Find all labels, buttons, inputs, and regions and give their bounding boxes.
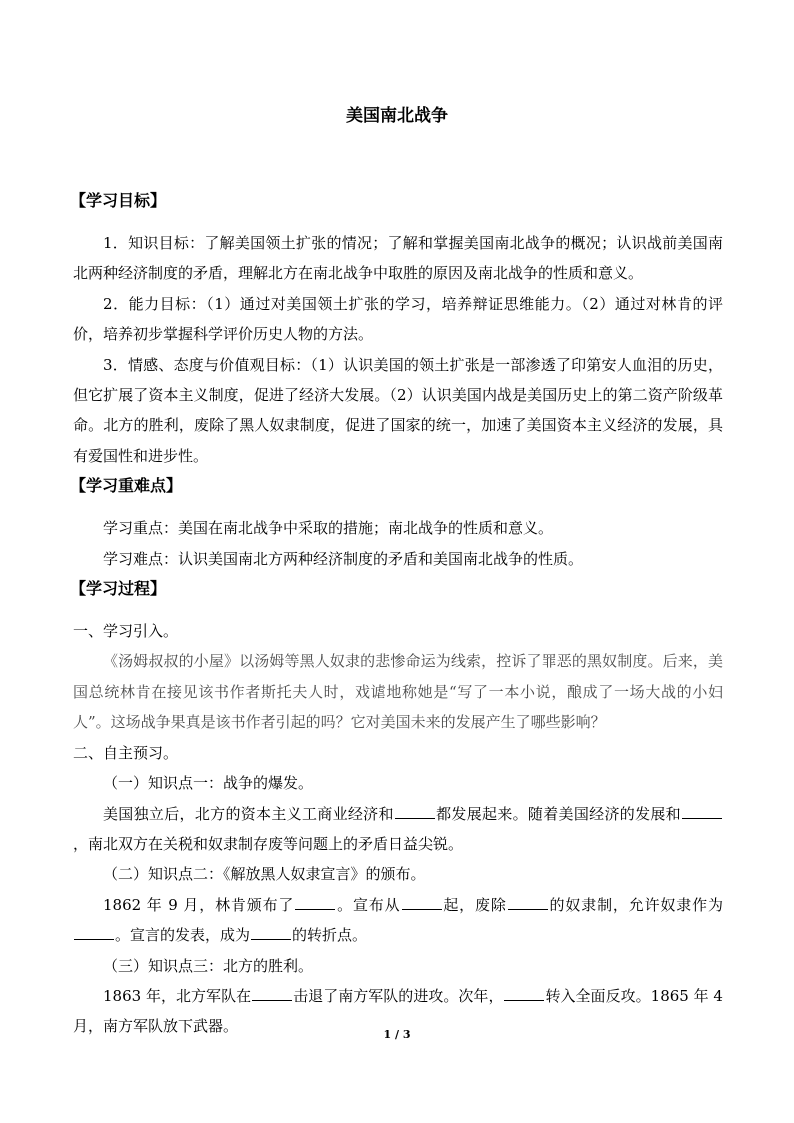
goal-knowledge: 1．知识目标：了解美国领土扩张的情况；了解和掌握美国南北战争的概况；认识战前美国南北两种经济制度的矛盾，理解北方在南北战争中取胜的原因及南北战争的性质和意义。 <box>73 234 723 283</box>
text-fragment: 1862 年 9 月，林肯颁布了 <box>103 895 295 914</box>
text-fragment: 的奴隶制，允许奴隶作为 <box>548 895 723 914</box>
goal-values: 3．情感、态度与价值观目标：（1）认识美国的领土扩张是一部渗透了印第安人血泪的历史，但它扩展了资本主义制度，促进了经济大发展。（2）认识美国内战是美国历史上的第二资产阶级革命。北方的胜利，废除了黑人奴隶制度，促进了国家的统一，加速了美国资本主义经济的发展，具有爱国性和进步性。 <box>73 355 723 465</box>
difficulty-heading: 【学习重难点】 <box>70 476 183 496</box>
fill-blank[interactable] <box>682 804 722 819</box>
knowledge-point-2-text <box>73 890 723 951</box>
fill-blank[interactable] <box>508 895 548 910</box>
knowledge-point-1-heading: （一）知识点一：战争的爆发。 <box>103 774 314 793</box>
document-body <box>70 186 723 1042</box>
goal-ability: 2．能力目标：（1）通过对美国领土扩张的学习，培养辩证思维能力。（2）通过对林肯的评价，培养初步掌握科学评价历史人物的方法。 <box>73 294 723 344</box>
hard-point: 学习难点：认识美国南北方两种经济制度的矛盾和美国南北战争的性质。 <box>103 549 584 568</box>
intro-text: 《汤姆叔叔的小屋》以汤姆等黑人奴隶的悲惨命运为线索，控诉了罪恶的黑奴制度。后来，美国总统林肯在接见该书作者斯托夫人时，戏谑地称她是“写了一本小说，酿成了一场大战的小妇人”。这场战争果真是该书作者引起的吗？它对美国未来的发展产生了哪些影响？ <box>73 652 723 732</box>
fill-blank[interactable] <box>74 925 114 940</box>
text-fragment: 起，废除 <box>442 895 507 914</box>
fill-blank[interactable] <box>295 895 335 910</box>
key-point: 学习重点：美国在南北战争中采取的措施；南北战争的性质和意义。 <box>103 519 554 538</box>
text-fragment: ，南北双方在关税和奴隶制存废等问题上的矛盾日益尖锐。 <box>73 834 464 853</box>
preview-heading: 二、自主预习。 <box>73 743 179 762</box>
knowledge-point-1-text <box>73 799 723 860</box>
knowledge-point-3-heading: （三）知识点三：北方的胜利。 <box>103 956 314 975</box>
spacer <box>73 501 723 513</box>
spacer <box>73 216 723 228</box>
text-fragment: 美国独立后，北方的资本主义工商业经济和 <box>103 804 394 823</box>
goals-heading: 【学习目标】 <box>70 191 167 210</box>
spacer <box>73 604 723 616</box>
text-fragment: 。宣言的发表，成为 <box>115 926 251 945</box>
knowledge-point-2-heading: （二）知识点二：《解放黑人奴隶宣言》的颁布。 <box>103 865 426 884</box>
text-fragment: 1863 年，北方军队在 <box>103 986 252 1005</box>
fill-blank[interactable] <box>504 986 544 1001</box>
fill-blank[interactable] <box>252 986 292 1001</box>
process-heading: 【学习过程】 <box>70 579 167 599</box>
fill-blank[interactable] <box>402 895 442 910</box>
fill-blank[interactable] <box>395 804 435 819</box>
text-fragment: 。宣布从 <box>336 895 401 914</box>
text-fragment: 都发展起来。随着美国经济的发展和 <box>435 804 681 823</box>
intro-heading: 一、学习引入。 <box>73 622 179 641</box>
text-fragment: 击退了南方军队的进攻。次年， <box>293 986 504 1005</box>
text-fragment: 的转折点。 <box>292 926 368 945</box>
fill-blank[interactable] <box>251 925 291 940</box>
text-fragment: 转入全面反攻。1865 年 4 月，南方军队放下武器。 <box>73 986 723 1036</box>
document-title: 美国南北战争 <box>346 106 448 126</box>
page-number: 1 / 3 <box>383 1028 411 1041</box>
